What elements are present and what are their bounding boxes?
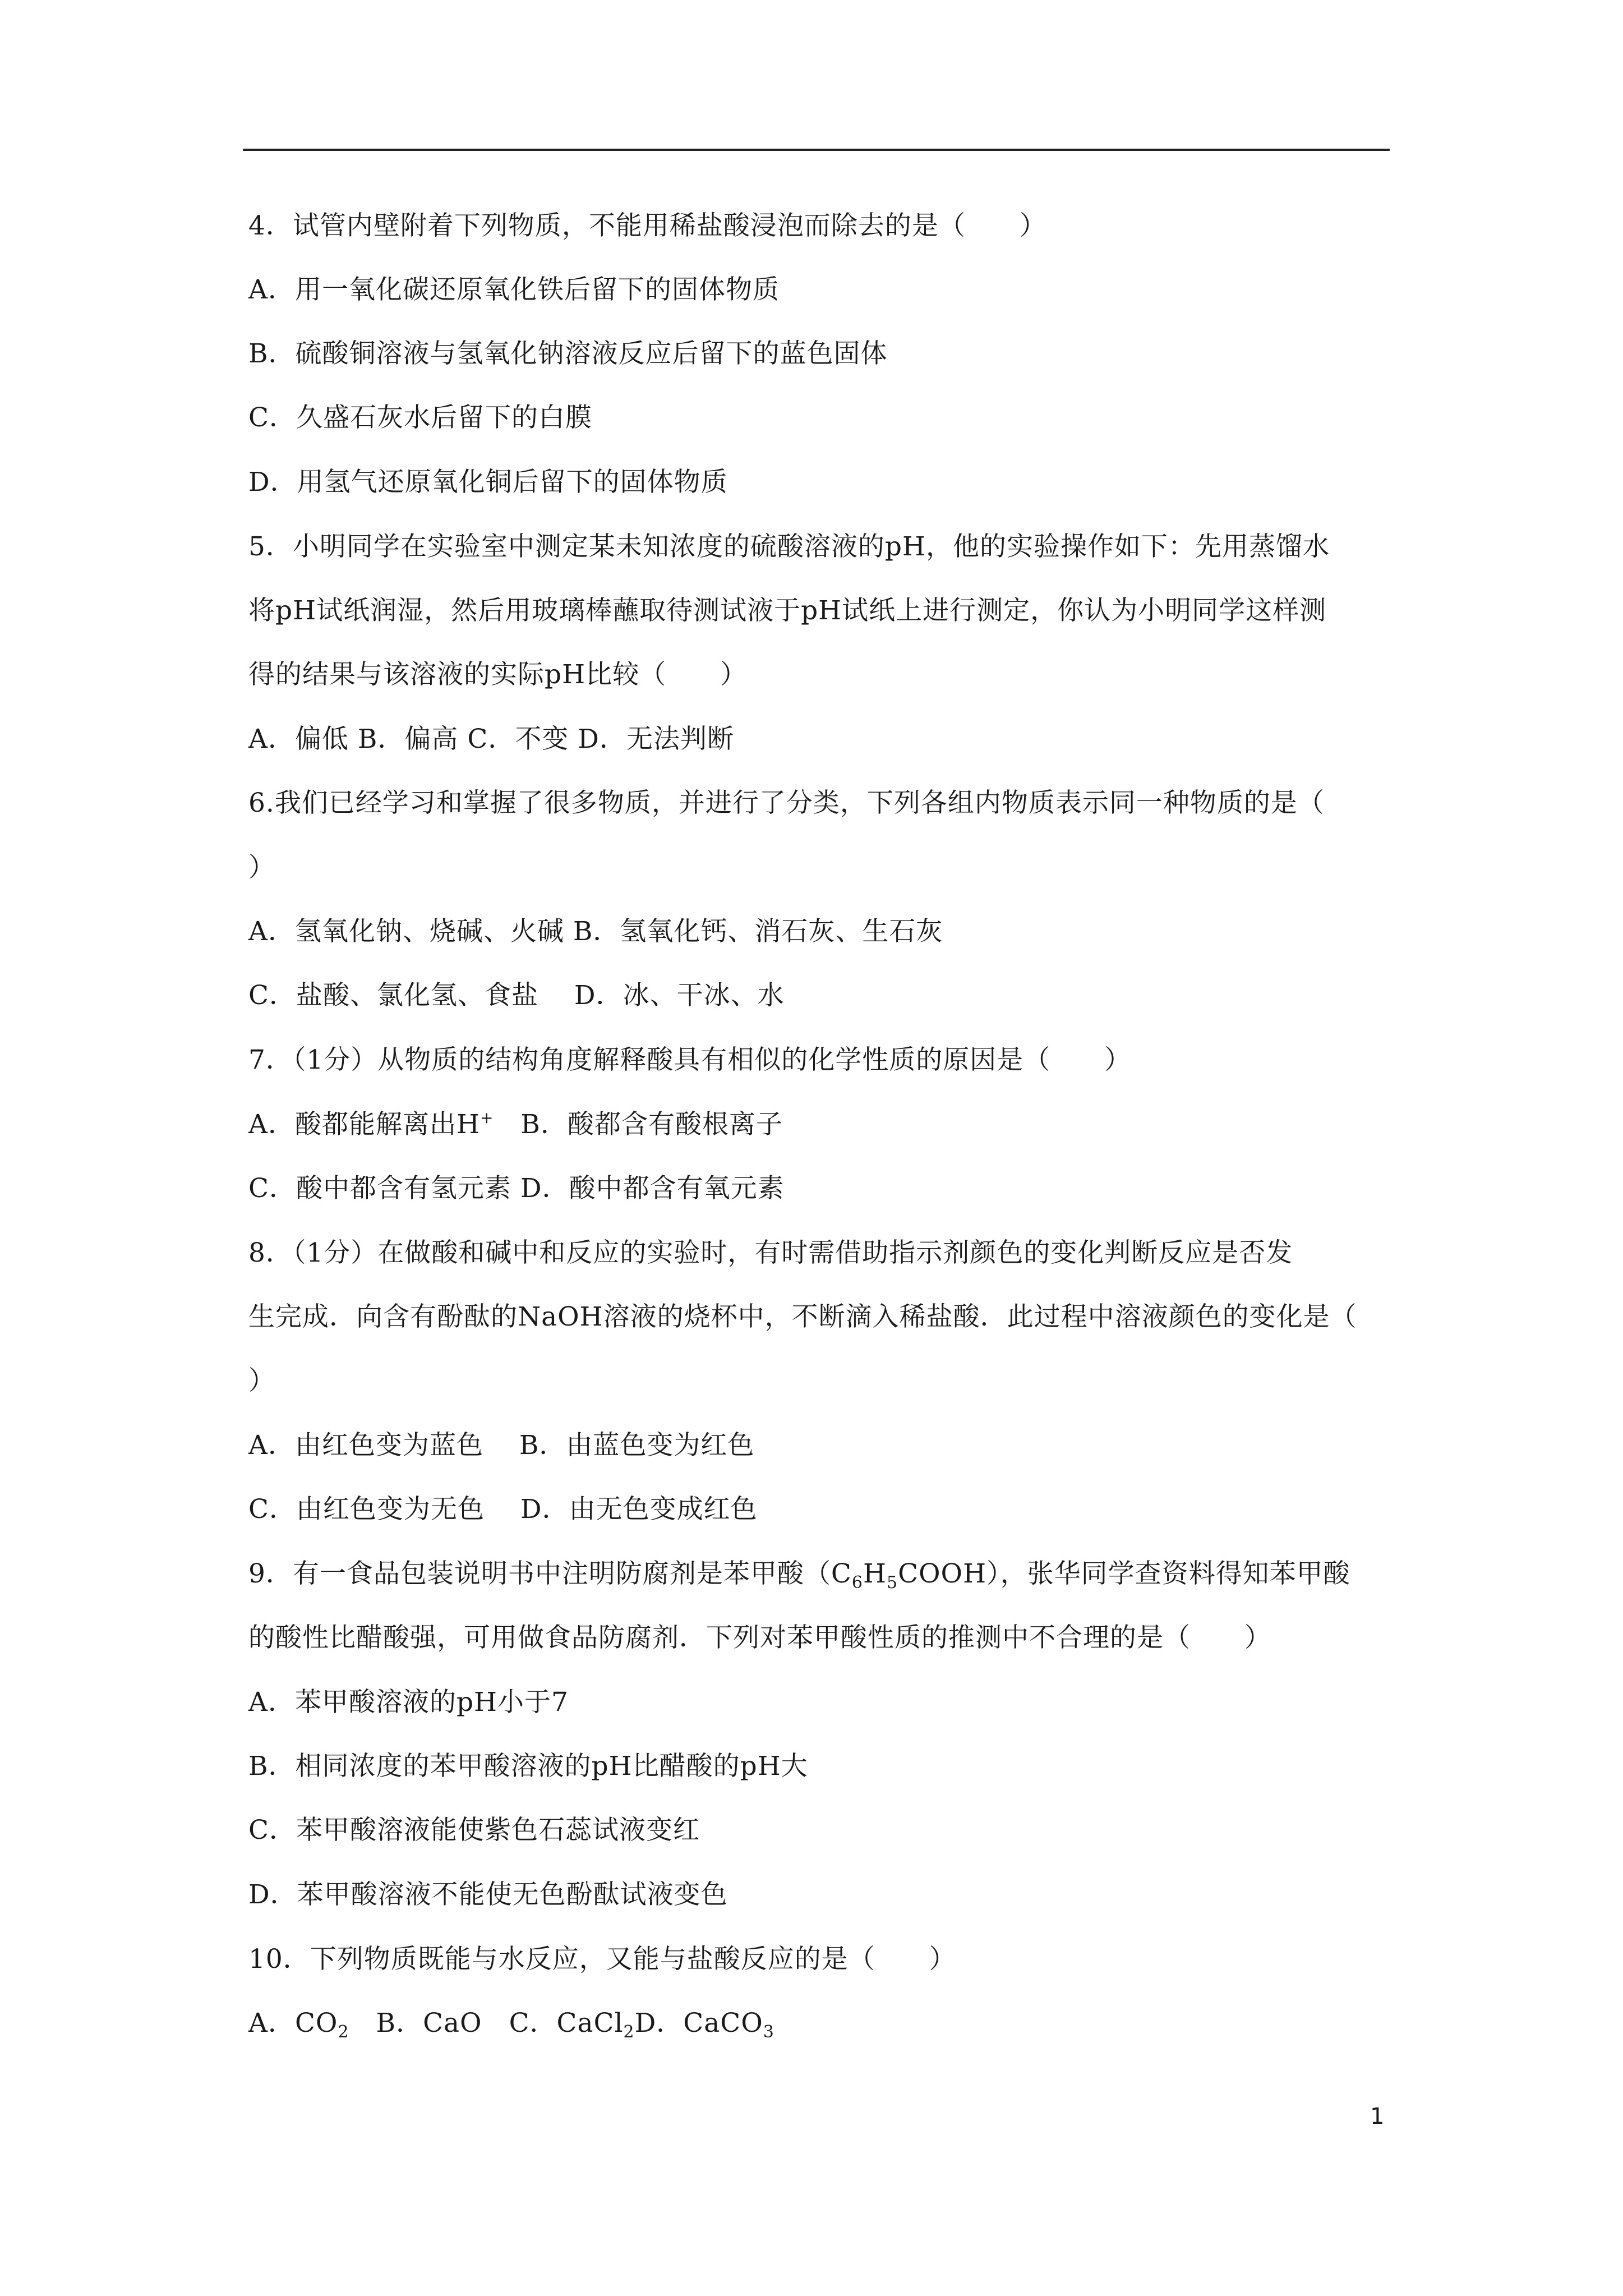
q9-stem-part1: 9．有一食品包装说明书中注明防腐剂是苯甲酸（C <box>248 1558 852 1589</box>
q10-option-a-subscript: 2 <box>338 2022 349 2042</box>
q10-stem: 10．下列物质既能与水反应，又能与盐酸反应的是（ ） <box>248 1944 956 1975</box>
q10-option-a: A．CO <box>248 2008 338 2039</box>
q7-stem: 7．（1分）从物质的结构角度解释酸具有相似的化学性质的原因是（ ） <box>248 1045 1132 1075</box>
q5-options: A．偏低 B．偏高 C．不变 D．无法判断 <box>248 724 734 754</box>
q8-options-cd: C．由红色变为无色 D．由无色变成红色 <box>248 1494 758 1525</box>
q9-stem-h: H <box>863 1558 887 1589</box>
q5-stem-line2: 将pH试纸润湿，然后用玻璃棒蘸取待测试液于pH试纸上进行测定，你认为小明同学这样测 <box>248 595 1327 626</box>
q5-stem-line3: 得的结果与该溶液的实际pH比较（ ） <box>248 659 748 690</box>
q4-option-a: A．用一氧化碳还原氧化铁后留下的固体物质 <box>248 274 780 305</box>
q7-option-b: B．酸都含有酸根离子 <box>494 1109 783 1140</box>
q6-options-cd: C．盐酸、氯化氢、食盐 D．冰、干冰、水 <box>248 980 785 1011</box>
q8-stem-line3: ） <box>248 1365 275 1396</box>
q8-options-ab: A．由红色变为蓝色 B．由蓝色变为红色 <box>248 1430 755 1461</box>
q10-option-bc: B．CaO C．CaCl <box>349 2008 624 2039</box>
q9-option-d: D．苯甲酸溶液不能使无色酚酞试液变色 <box>248 1879 728 1910</box>
q9-option-b: B．相同浓度的苯甲酸溶液的pH比醋酸的pH大 <box>248 1751 808 1782</box>
q10-option-d: D．CaCO <box>634 2008 763 2039</box>
q4-option-d: D．用氢气还原氧化铜后留下的固体物质 <box>248 467 728 498</box>
q9-stem-part2: COOH），张华同学查资料得知苯甲酸 <box>898 1558 1350 1589</box>
q6-stem-line2: ） <box>248 852 275 883</box>
q9-option-c: C．苯甲酸溶液能使紫色石蕊试液变红 <box>248 1815 700 1846</box>
q10-option-d-subscript: 3 <box>763 2022 774 2042</box>
q5-stem-line1: 5．小明同学在实验室中测定某未知浓度的硫酸溶液的pH，他的实验操作如下：先用蒸馏水 <box>248 531 1330 562</box>
q10-option-c-subscript: 2 <box>623 2022 635 2042</box>
q9-option-a: A．苯甲酸溶液的pH小于7 <box>248 1687 569 1718</box>
q4-option-c: C．久盛石灰水后留下的白膜 <box>248 402 592 433</box>
page-number: 1 <box>1370 2104 1385 2129</box>
q4-stem: 4．试管内壁附着下列物质，不能用稀盐酸浸泡而除去的是（ ） <box>248 210 1046 241</box>
q6-options-ab: A．氢氧化钠、烧碱、火碱 B．氢氧化钙、消石灰、生石灰 <box>248 916 943 947</box>
q4-option-b: B．硫酸铜溶液与氢氧化钠溶液反应后留下的蓝色固体 <box>248 338 888 369</box>
header-rule <box>243 149 1390 151</box>
q7-option-a-superscript: + <box>479 1108 494 1127</box>
q7-option-a: A．酸都能解离出H <box>248 1109 480 1140</box>
q9-stem-line1 <box>248 1557 1350 1591</box>
q10-options <box>248 2007 774 2040</box>
q9-stem-line2: 的酸性比醋酸强，可用做食品防腐剂．下列对苯甲酸性质的推测中不合理的是（ ） <box>248 1622 1271 1653</box>
q8-stem-line2: 生完成．向含有酚酞的NaOH溶液的烧杯中，不断滴入稀盐酸．此过程中溶液颜色的变化是（ <box>248 1301 1357 1332</box>
q6-stem-line1: 6.我们已经学习和掌握了很多物质，并进行了分类，下列各组内物质表示同一种物质的是（ <box>248 788 1325 818</box>
q9-subscript-6: 6 <box>851 1573 863 1593</box>
q7-options-cd: C．酸中都含有氢元素 D．酸中都含有氧元素 <box>248 1173 785 1204</box>
q7-options-ab <box>248 1108 783 1142</box>
q9-subscript-5: 5 <box>886 1573 898 1593</box>
q8-stem-line1: 8．（1分）在做酸和碱中和反应的实验时，有时需借助指示剂颜色的变化判断反应是否发 <box>248 1237 1293 1268</box>
